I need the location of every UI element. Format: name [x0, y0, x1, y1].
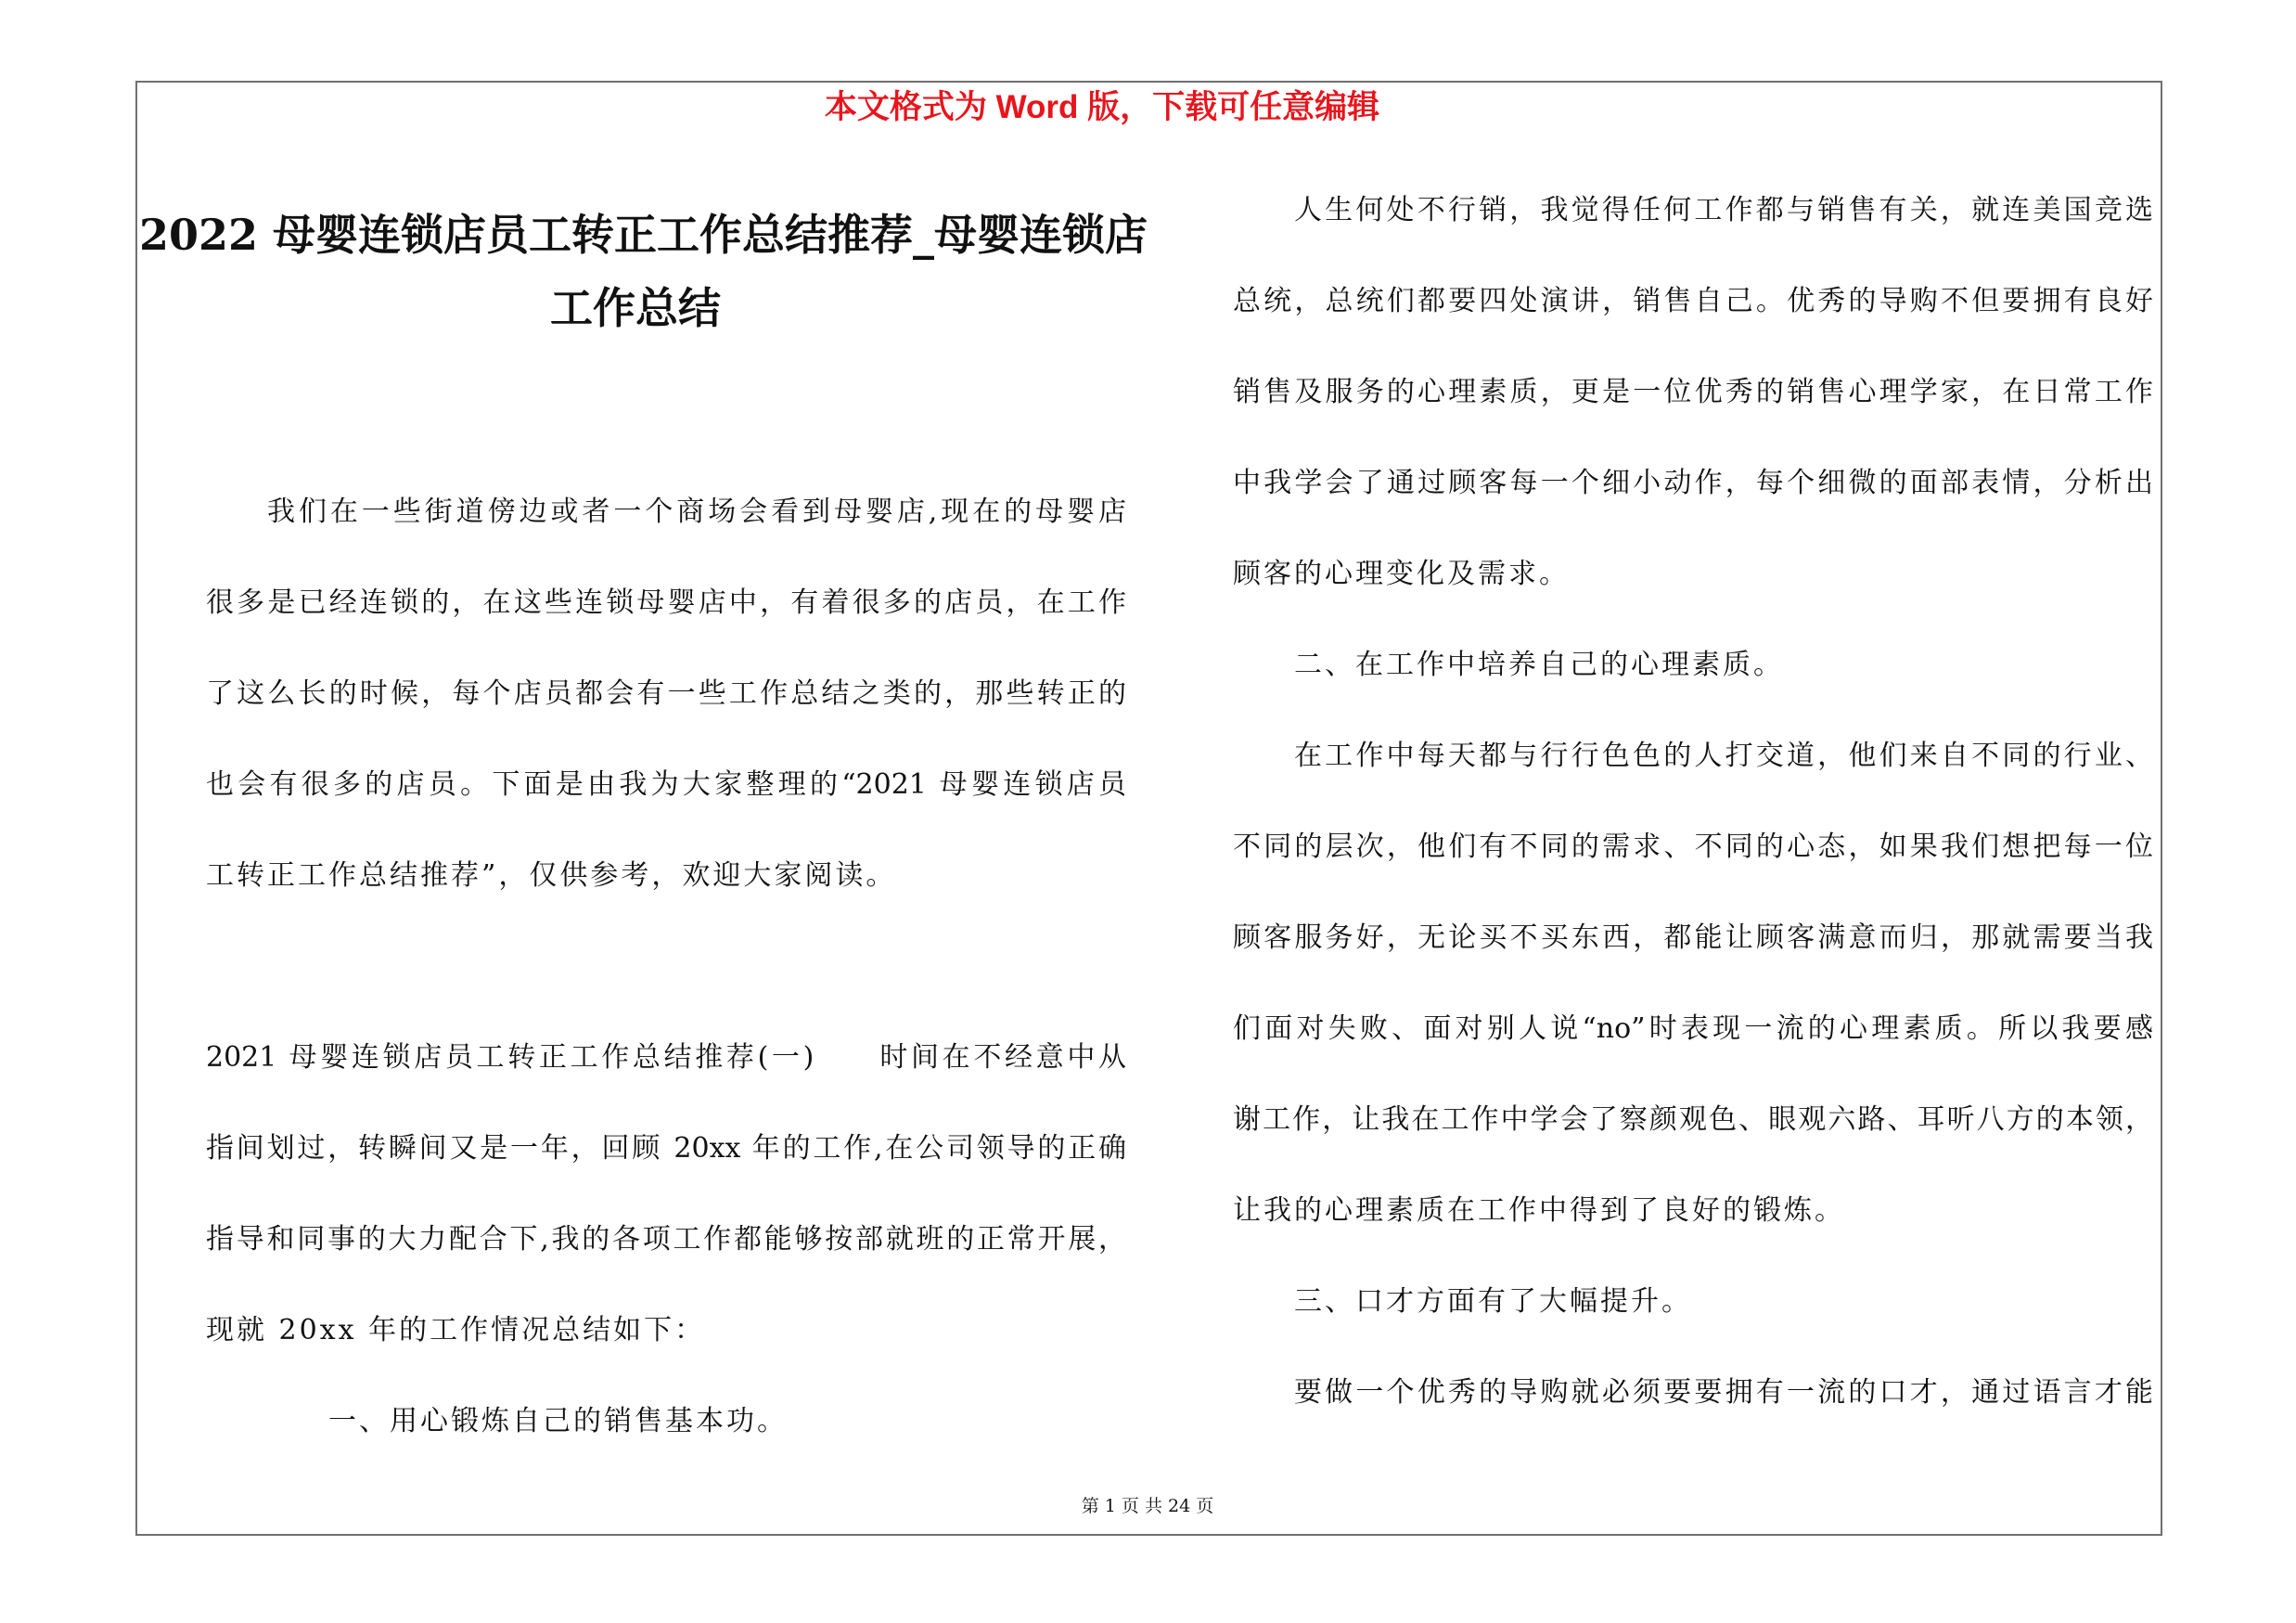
body-text-line: 在工作中每天都与行行色色的人打交道，他们来自不同的行业、: [1294, 740, 2153, 772]
body-paragraph: [1233, 165, 2153, 620]
body-text-line: 让我的心理素质在工作中得到了良好的锻炼。: [1233, 1194, 1845, 1227]
right-column: [1233, 165, 2153, 1438]
body-text-line: 2021 母婴连锁店员工转正工作总结推荐(一) 时间在不经意中从: [206, 1041, 1126, 1074]
summary-paragraph: [206, 1012, 1126, 1376]
body-paragraph: [1233, 711, 2153, 1256]
body-text-line: 不同的层次，他们有不同的需求、不同的心态，如果我们想把每一位: [1233, 831, 2153, 863]
body-text-line: 也会有很多的店员。下面是由我为大家整理的“2021 母婴连锁店员: [206, 768, 1126, 801]
body-text-line: 人生何处不行销，我觉得任何工作都与销售有关，就连美国竞选: [1294, 194, 2153, 226]
body-text-line: 中我学会了通过顾客每一个细小动作，每个细微的面部表情，分析出: [1233, 467, 2153, 499]
paragraph-gap: [206, 921, 1126, 1012]
section-heading-text: 一、用心锻炼自己的销售基本功。: [328, 1405, 788, 1437]
body-paragraph: [1233, 1347, 2153, 1438]
title-line: 2022 母婴连锁店员工转正工作总结推荐_母婴连锁店: [139, 210, 1148, 260]
body-text-line: 们面对失败、面对别人说“no”时表现一流的心理素质。所以我要感: [1233, 1012, 2153, 1045]
section-heading-text: 二、在工作中培养自己的心理素质。: [1294, 649, 1784, 681]
body-text-line: 指间划过，转瞬间又是一年，回顾 20xx 年的工作,在公司领导的正确: [206, 1132, 1126, 1165]
body-text-line: 谢工作，让我在工作中学会了察颜观色、眼观六路、耳听八方的本领，: [1233, 1103, 2153, 1136]
title-line: 工作总结: [550, 283, 721, 333]
section-heading-text: 三、口才方面有了大幅提升。: [1294, 1285, 1692, 1318]
body-text-line: 我们在一些街道傍边或者一个商场会看到母婴店,现在的母婴店: [267, 496, 1126, 528]
body-text-line: 顾客服务好，无论买不买东西，都能让顾客满意而归，那就需要当我: [1233, 921, 2153, 954]
section-heading: [1233, 620, 2153, 711]
intro-paragraph: [206, 467, 1126, 921]
body-text-line: 指导和同事的大力配合下,我的各项工作都能够按部就班的正常开展，: [206, 1223, 1126, 1256]
document-title: [139, 199, 1148, 345]
format-notice: 本文格式为 Word 版，下载可任意编辑: [824, 89, 1380, 125]
body-text-line: 要做一个优秀的导购就必须要要拥有一流的口才，通过语言才能: [1294, 1376, 2153, 1409]
body-text-line: 顾客的心理变化及需求。: [1233, 558, 1570, 590]
body-text-line: 销售及服务的心理素质，更是一位优秀的销售心理学家，在日常工作: [1233, 376, 2153, 408]
page-number-footer: 第 1 页 共 24 页: [1081, 1496, 1214, 1516]
body-text-line: 了这么长的时候，每个店员都会有一些工作总结之类的，那些转正的: [206, 677, 1126, 710]
body-text-line: 很多是已经连锁的，在这些连锁母婴店中，有着很多的店员，在工作: [206, 586, 1126, 619]
body-text-line: 工转正工作总结推荐”，仅供参考，欢迎大家阅读。: [206, 859, 897, 892]
left-column: [206, 467, 1126, 1467]
section-heading: [1233, 1256, 2153, 1347]
body-text-line: 现就 20xx 年的工作情况总结如下：: [206, 1314, 706, 1346]
body-text-line: 总统，总统们都要四处演讲，销售自己。优秀的导购不但要拥有良好: [1233, 285, 2153, 317]
section-heading: [206, 1376, 1126, 1467]
